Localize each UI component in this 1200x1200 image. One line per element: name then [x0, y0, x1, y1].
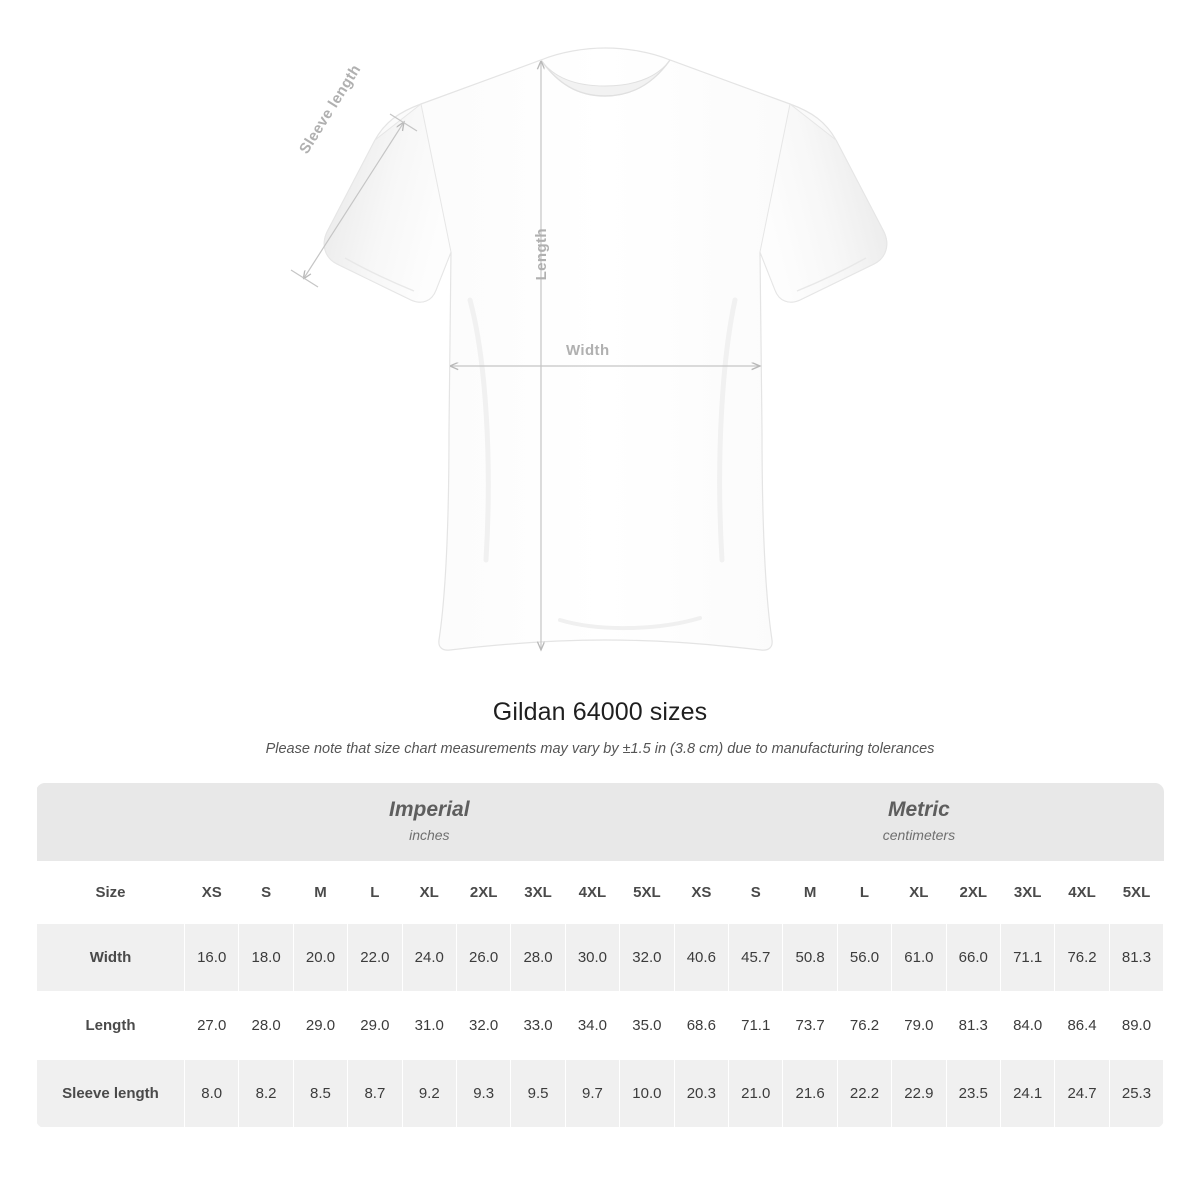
size-header-label: Size — [37, 861, 185, 923]
size-header-cell: 4XL — [1055, 861, 1109, 923]
measurement-cell: 86.4 — [1055, 991, 1109, 1059]
measurement-cell: 20.0 — [293, 923, 347, 991]
size-header-cell: XL — [402, 861, 456, 923]
measurement-cell: 76.2 — [1055, 923, 1109, 991]
measurement-cell: 23.5 — [946, 1059, 1000, 1127]
measurement-cell: 25.3 — [1109, 1059, 1163, 1127]
measurement-cell: 16.0 — [185, 923, 239, 991]
measurement-cell: 71.1 — [729, 991, 783, 1059]
tolerance-note: Please note that size chart measurements may vary by ±1.5 in (3.8 cm) due to manufacturing tolerances — [265, 741, 935, 757]
size-header-cell: XS — [674, 861, 728, 923]
measurement-cell: 66.0 — [946, 923, 1000, 991]
measurement-cell: 20.3 — [674, 1059, 728, 1127]
measurement-cell: 21.6 — [783, 1059, 837, 1127]
measurement-cell: 33.0 — [511, 991, 565, 1059]
measurement-cell: 9.3 — [456, 1059, 510, 1127]
size-header-cell: 5XL — [1109, 861, 1163, 923]
row-label-length: Length — [37, 991, 185, 1059]
measurement-cell: 18.0 — [239, 923, 293, 991]
unit-name-imperial: Imperial — [389, 798, 470, 822]
length-dimension-label: Length — [533, 228, 550, 281]
measurement-cell: 79.0 — [892, 991, 946, 1059]
measurement-cell: 28.0 — [511, 923, 565, 991]
measurement-cell: 81.3 — [946, 991, 1000, 1059]
measurement-cell: 22.2 — [837, 1059, 891, 1127]
table-row — [37, 923, 1164, 991]
measurement-cell: 28.0 — [239, 991, 293, 1059]
measurement-cell: 61.0 — [892, 923, 946, 991]
measurement-cell: 10.0 — [620, 1059, 675, 1127]
measurement-cell: 32.0 — [620, 923, 675, 991]
size-header-cell: S — [239, 861, 293, 923]
measurement-cell: 29.0 — [293, 991, 347, 1059]
page-title: Gildan 64000 sizes — [492, 698, 708, 726]
size-header-cell: S — [729, 861, 783, 923]
width-dimension-label: Width — [566, 342, 610, 359]
measurement-cell: 27.0 — [185, 991, 239, 1059]
measurement-cell: 24.0 — [402, 923, 456, 991]
table-row — [37, 1059, 1164, 1127]
measurement-cell: 89.0 — [1109, 991, 1163, 1059]
measurement-cell: 34.0 — [565, 991, 619, 1059]
measurement-cell: 40.6 — [674, 923, 728, 991]
measurement-cell: 71.1 — [1000, 923, 1054, 991]
size-header-cell: L — [837, 861, 891, 923]
measurement-cell: 22.9 — [892, 1059, 946, 1127]
title-block — [0, 698, 1200, 757]
row-label-sleeve-length: Sleeve length — [37, 1059, 185, 1127]
measurement-cell: 76.2 — [837, 991, 891, 1059]
unit-sub-metric: centimeters — [882, 826, 956, 843]
unit-header-row — [37, 783, 1164, 861]
measurement-cell: 32.0 — [456, 991, 510, 1059]
measurement-cell: 24.7 — [1055, 1059, 1109, 1127]
measurement-cell: 84.0 — [1000, 991, 1054, 1059]
size-header-cell: M — [783, 861, 837, 923]
measurement-cell: 31.0 — [402, 991, 456, 1059]
measurement-cell: 24.1 — [1000, 1059, 1054, 1127]
table-row — [37, 991, 1164, 1059]
measurement-cell: 35.0 — [620, 991, 675, 1059]
measurement-cell: 8.7 — [348, 1059, 402, 1127]
size-header-cell: 2XL — [456, 861, 510, 923]
measurement-cell: 68.6 — [674, 991, 728, 1059]
measurement-cell: 8.2 — [239, 1059, 293, 1127]
measurement-cell: 21.0 — [729, 1059, 783, 1127]
unit-header-imperial — [185, 783, 675, 861]
measurement-cell: 9.2 — [402, 1059, 456, 1127]
size-header-cell: 4XL — [565, 861, 619, 923]
table-corner-cell — [37, 783, 185, 861]
size-header-cell: 3XL — [1000, 861, 1054, 923]
measurement-cell: 56.0 — [837, 923, 891, 991]
row-label-width: Width — [37, 923, 185, 991]
size-header-cell: 2XL — [946, 861, 1000, 923]
measurement-cell: 30.0 — [565, 923, 619, 991]
measurement-cell: 81.3 — [1109, 923, 1163, 991]
measurement-cell: 8.5 — [293, 1059, 347, 1127]
measurement-cell: 73.7 — [783, 991, 837, 1059]
unit-header-metric — [674, 783, 1164, 861]
size-header-cell: 3XL — [511, 861, 565, 923]
measurement-cell: 29.0 — [348, 991, 402, 1059]
measurement-cell: 8.0 — [185, 1059, 239, 1127]
measurement-cell: 26.0 — [456, 923, 510, 991]
size-header-cell: L — [348, 861, 402, 923]
unit-name-metric: Metric — [887, 798, 950, 822]
measurement-cell: 9.7 — [565, 1059, 619, 1127]
size-chart-table — [36, 783, 1164, 1128]
measurement-cell: 22.0 — [348, 923, 402, 991]
measurement-cell: 9.5 — [511, 1059, 565, 1127]
size-header-cell: XL — [892, 861, 946, 923]
measurement-cell: 50.8 — [783, 923, 837, 991]
size-table-wrap — [36, 783, 1164, 1128]
size-header-cell: XS — [185, 861, 239, 923]
size-header-cell: M — [293, 861, 347, 923]
size-header-row — [37, 861, 1164, 923]
measurement-cell: 45.7 — [729, 923, 783, 991]
unit-sub-imperial: inches — [409, 826, 450, 843]
sleeve-length-dimension-label: Sleeve length — [296, 61, 365, 158]
size-header-cell: 5XL — [620, 861, 675, 923]
